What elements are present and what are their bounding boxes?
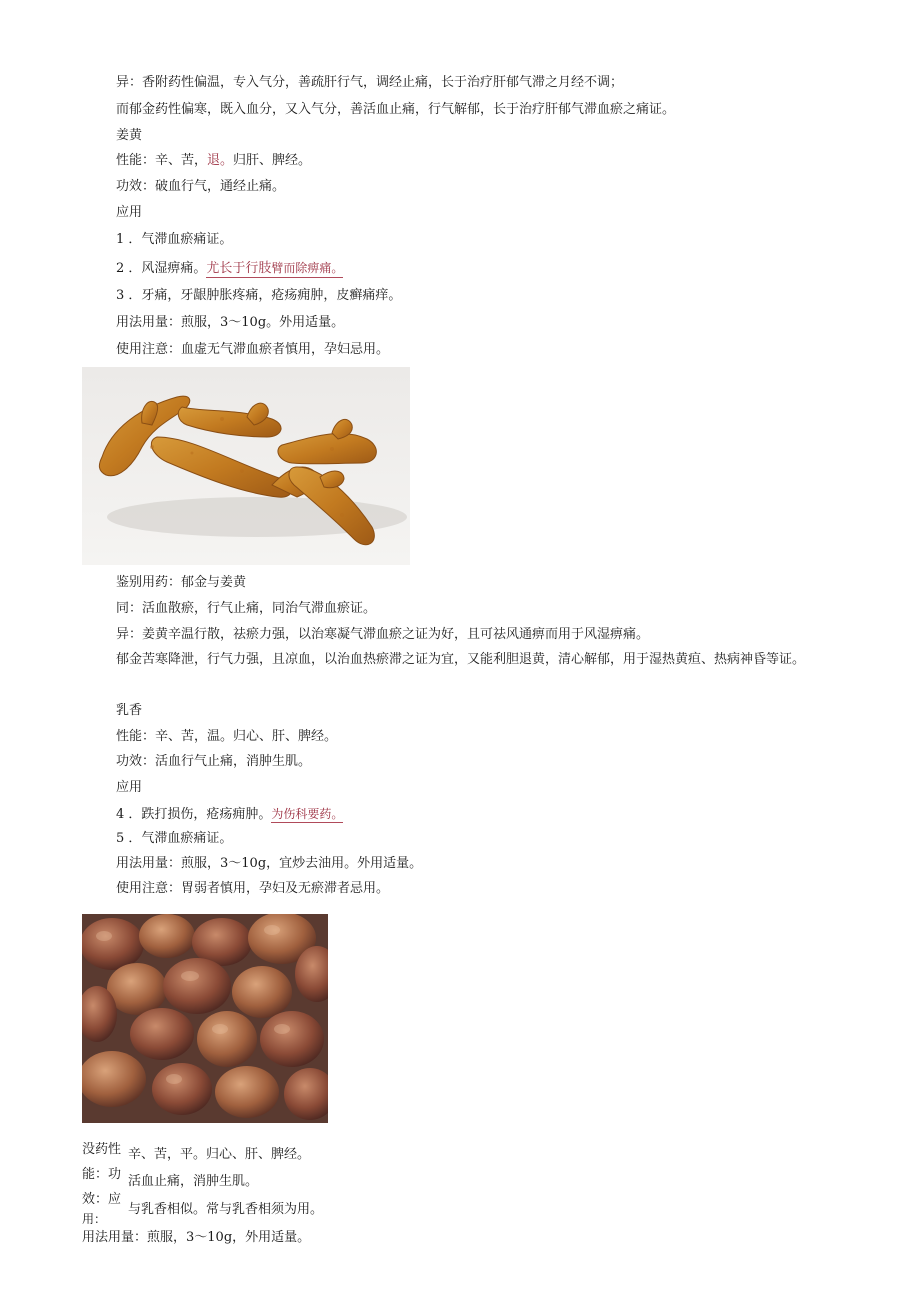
line-comparison-same: 同：活血散瘀，行气止痛，同治气滞血瘀证。 [116,601,377,616]
app-2-text: 2 ．风湿痹痛。 [116,261,207,276]
app-4-text: 4 ．跌打损伤，疮疡痈肿。 [116,807,272,822]
properties-meridian: 归肝、脾经。 [233,153,312,168]
moyao-left-4: 用： [82,1212,107,1226]
moyao-right-2: 活血止痛，消肿生肌。 [128,1174,259,1189]
heading-jianghuang: 姜黄 [116,128,143,143]
line-jianghuang-properties [116,152,311,170]
moyao-left-col [82,1137,121,1226]
moyao-left-3: 效：应 [82,1192,122,1207]
moyao-right-1: 辛、苦，平。归心、肝、脾经。 [128,1147,311,1162]
moyao-dosage: 用法用量：煎服，3～10g，外用适量。 [82,1230,311,1245]
heading-application-1: 应用 [116,205,143,220]
line-ruxiang-efficacy: 功效：活血行气止痛，消肿生肌。 [116,754,312,769]
line-ruxiang-caution: 使用注意：胃弱者慎用，孕妇及无瘀滞者忌用。 [116,881,390,896]
heading-ruxiang: 乳香 [116,703,143,718]
line-app-3: 3 ．牙痛，牙龈肿胀疼痛，疮疡痈肿，皮癣痛痒。 [116,288,402,303]
heading-application-2: 应用 [116,780,143,795]
line-ruxiang-properties: 性能：辛、苦，温。归心、肝、脾经。 [116,729,338,744]
line-jianghuang-efficacy: 功效：破血行气，通经止痛。 [116,179,286,194]
line-app-5: 5 ．气滞血瘀痛证。 [116,831,233,846]
highlight-text: 退。 [207,153,234,168]
turmeric-photo [82,367,410,565]
app-2-annotation: 尤长于行肢臂而除痹痛。 [206,261,344,276]
moyao-right-3: 与乳香相似。常与乳香相须为用。 [128,1202,324,1217]
app-4-annotation: 为伤科要药。 [271,807,344,821]
line-yi-xiangfu: 异：香附药性偏温，专入气分，善疏肝行气，调经止痛，长于治疗肝郁气滞之月经不调； [116,75,624,90]
moyao-left-2: 能：功 [82,1167,122,1182]
line-comparison-title: 鉴别用药：郁金与姜黄 [116,575,247,590]
para-yujin: 郁金苦寒降泄，行气力强，且凉血，以治血热瘀滞之证为宜，又能利胆退黄，清心解郁，用于湿热黄疸、热病神昏等证。 [116,652,806,667]
line-jianghuang-caution: 使用注意：血虚无气滞血瘀者慎用，孕妇忌用。 [116,342,390,357]
line-jianghuang-dosage: 用法用量：煎服，3～10g。外用适量。 [116,315,345,330]
line-app-1: 1 ．气滞血瘀痛证。 [116,232,233,247]
line-comparison-diff: 异：姜黄辛温行散，祛瘀力强，以治寒凝气滞血瘀之证为好，且可祛风通痹而用于风湿痹痛。 [116,627,650,642]
line-ruxiang-dosage: 用法用量：煎服，3～10g，宜炒去油用。外用适量。 [116,856,423,871]
moyao-left-1: 没药性 [82,1142,122,1157]
line-app-2 [116,259,343,278]
line-yujin-compare: 而郁金药性偏寒，既入血分，又入气分，善活血止痛，行气解郁，长于治疗肝郁气滞血瘀之痛证。 [116,102,676,117]
resin-photo [82,914,328,1123]
line-app-4 [116,805,343,824]
properties-label: 性能：辛、苦， [116,153,208,168]
